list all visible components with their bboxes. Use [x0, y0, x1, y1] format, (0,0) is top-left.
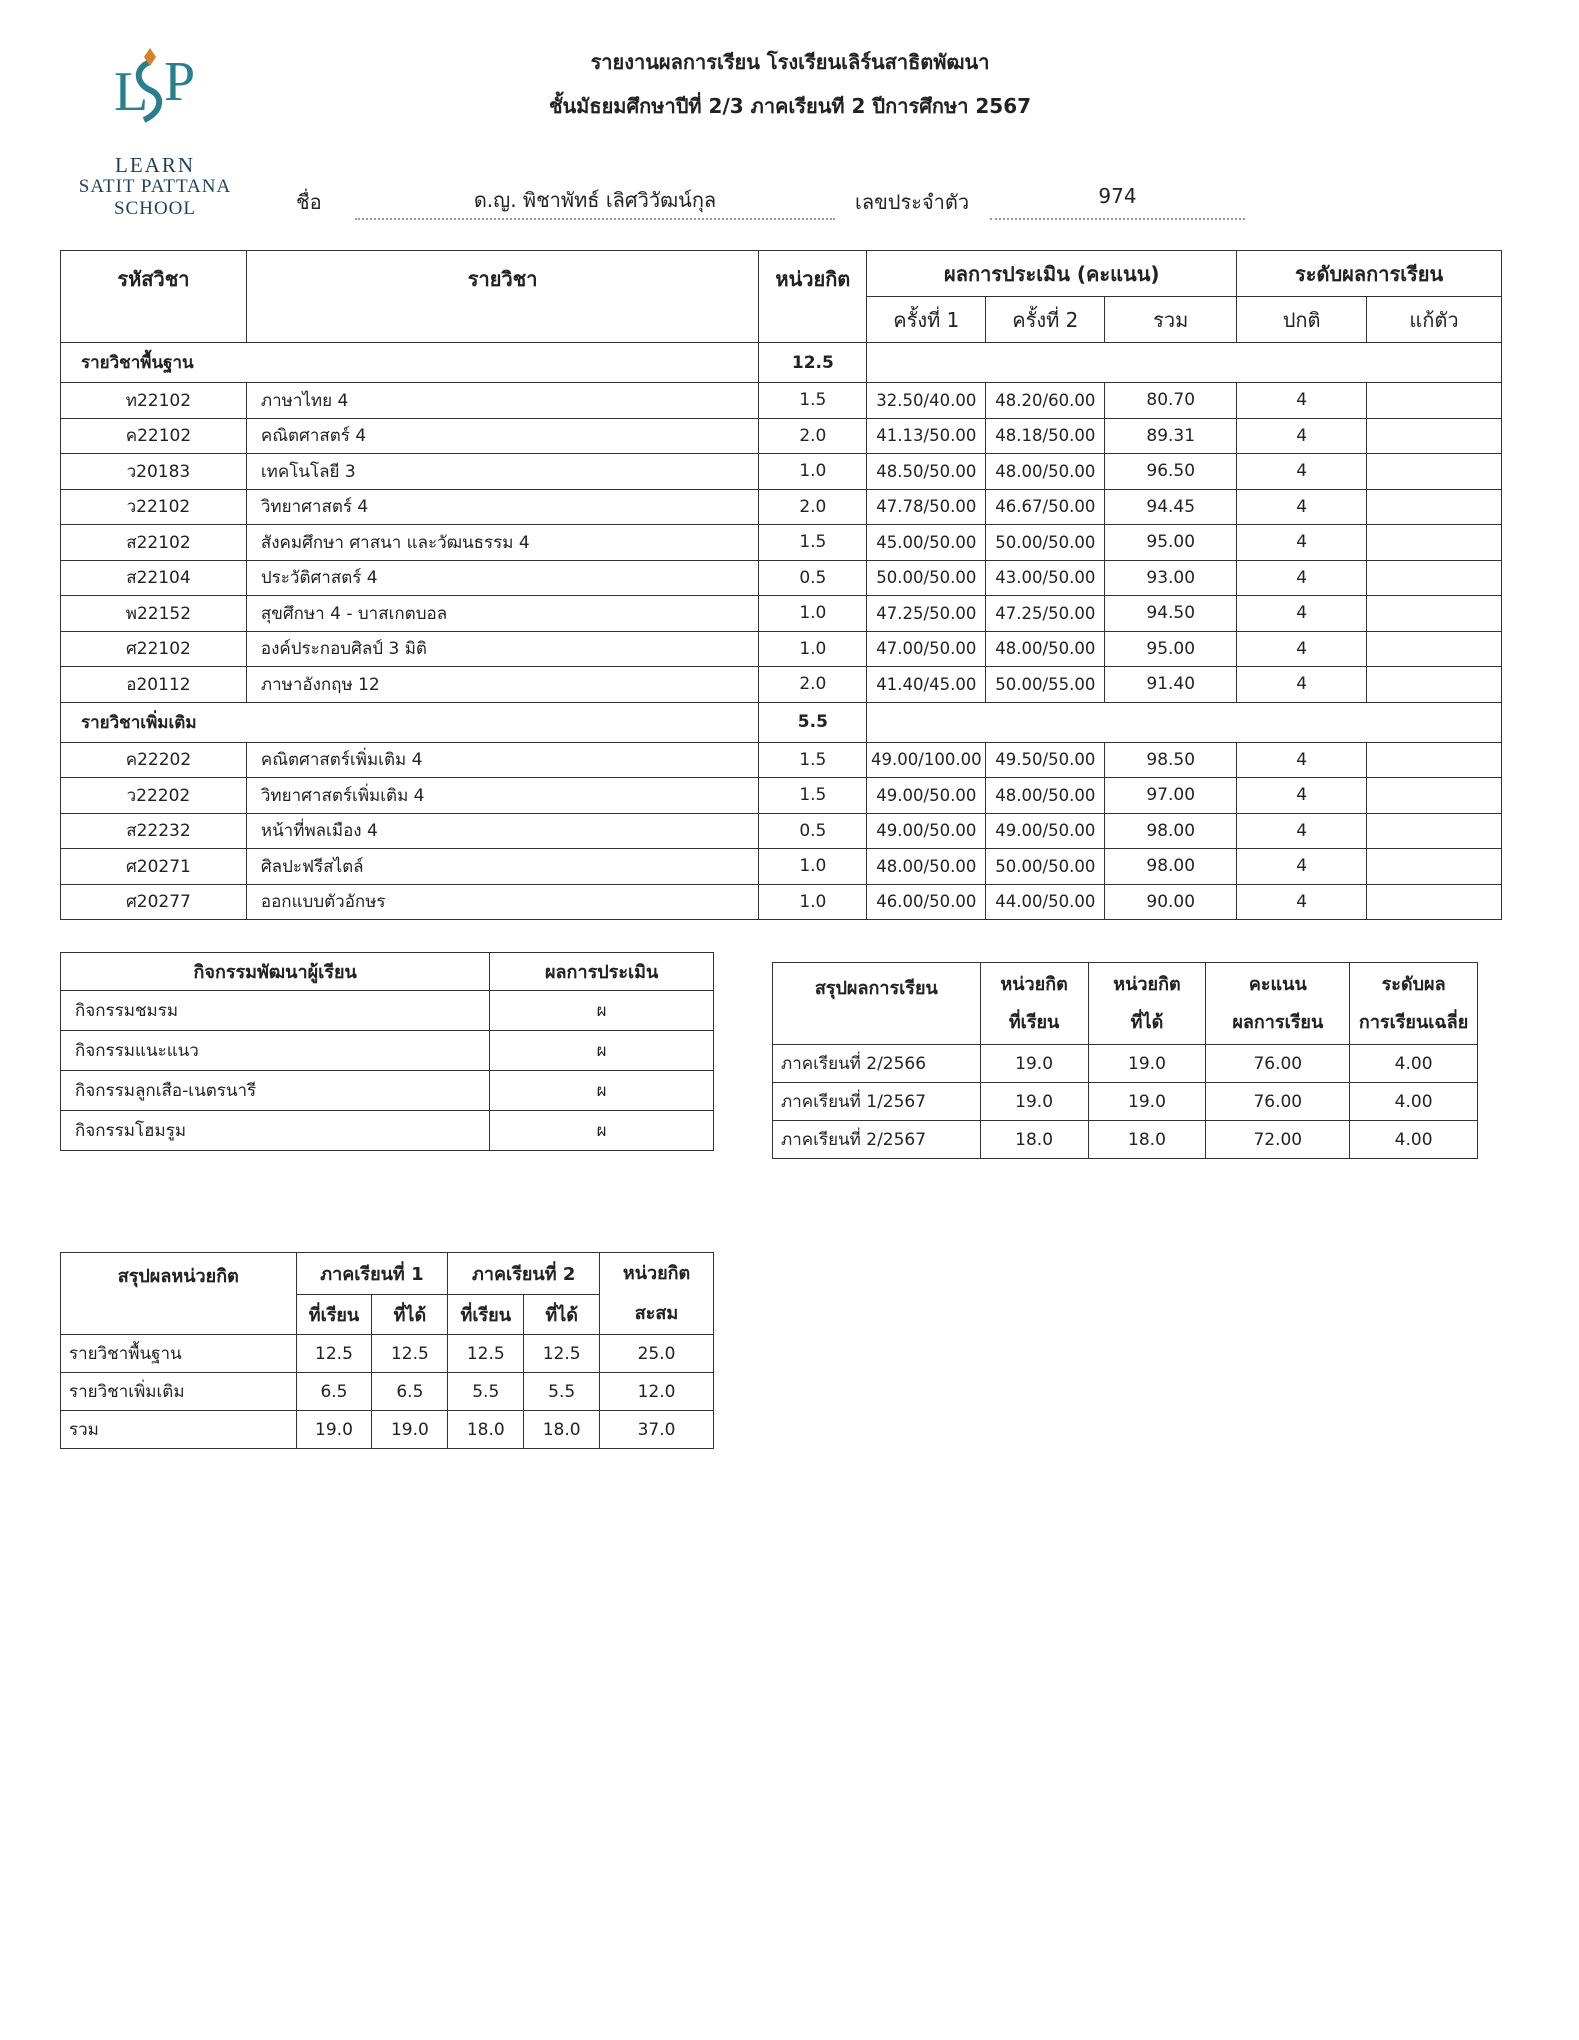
subject-credit: 1.0: [759, 631, 867, 667]
subject-name: ภาษาไทย 4: [246, 383, 759, 419]
term-gpa: 4.00: [1350, 1083, 1478, 1121]
score-total: 93.00: [1105, 560, 1237, 596]
section-credit: 12.5: [759, 343, 867, 383]
list-item: [61, 1031, 714, 1071]
subject-name: สุขศึกษา 4 - บาสเกตบอล: [246, 596, 759, 632]
score-t1: 48.00/50.00: [867, 849, 986, 885]
list-item: [61, 991, 714, 1031]
term2-earned: 18.0: [524, 1411, 600, 1449]
score-t2: 48.18/50.00: [986, 418, 1105, 454]
table-row: [61, 454, 1502, 490]
score-t1: 49.00/100.00: [867, 742, 986, 778]
grade-normal: 4: [1237, 631, 1367, 667]
table-row: [61, 383, 1502, 419]
activities-table: [60, 952, 714, 1151]
subject-code: ส22102: [61, 525, 247, 561]
score-t2: 48.00/50.00: [986, 631, 1105, 667]
logo-line3: SCHOOL: [113, 198, 196, 219]
score-total: 94.50: [1105, 596, 1237, 632]
grade-normal: 4: [1237, 884, 1367, 920]
score-t2: 50.00/50.00: [986, 525, 1105, 561]
summary-gpa-header: [1350, 963, 1478, 1045]
table-row: [61, 489, 1502, 525]
activities-header: กิจกรรมพัฒนาผู้เรียน: [61, 953, 490, 991]
table-row: [61, 418, 1502, 454]
section-credit: 5.5: [759, 702, 867, 742]
grade-retest: [1367, 813, 1502, 849]
subject-code: ส22104: [61, 560, 247, 596]
name-label: ชื่อ: [296, 190, 322, 214]
subject-code: อ20112: [61, 667, 247, 703]
subject-credit: 1.0: [759, 849, 867, 885]
activity-name: กิจกรรมลูกเสือ-เนตรนารี: [61, 1071, 490, 1111]
summary-score-header: [1206, 963, 1350, 1045]
term-score: 76.00: [1206, 1045, 1350, 1083]
subject-code: ส22232: [61, 813, 247, 849]
col-retest-header: แก้ตัว: [1367, 297, 1502, 343]
term1-earned: 19.0: [372, 1411, 448, 1449]
id-label: เลขประจำตัว: [855, 190, 970, 214]
subject-credit: 0.5: [759, 813, 867, 849]
score-t1: 49.00/50.00: [867, 813, 986, 849]
subject-credit: 0.5: [759, 560, 867, 596]
section-row-basic: [61, 343, 1502, 383]
score-total: 96.50: [1105, 454, 1237, 490]
credit-category: รายวิชาเพิ่มเติม: [61, 1373, 297, 1411]
score-t1: 49.00/50.00: [867, 778, 986, 814]
score-t1: 48.50/50.00: [867, 454, 986, 490]
subject-name: ประวัติศาสตร์ 4: [246, 560, 759, 596]
col-total-header: รวม: [1105, 297, 1237, 343]
subject-credit: 1.5: [759, 778, 867, 814]
subject-credit: 1.0: [759, 884, 867, 920]
grade-retest: [1367, 667, 1502, 703]
score-t1: 47.78/50.00: [867, 489, 986, 525]
summary-enrolled-header: [980, 963, 1088, 1045]
table-row: [61, 1335, 714, 1373]
subject-code: พ22152: [61, 596, 247, 632]
subject-name: วิทยาศาสตร์ 4: [246, 489, 759, 525]
score-t2: 48.00/50.00: [986, 778, 1105, 814]
credits-acc-header-l2: สะสม: [634, 1302, 679, 1324]
grade-normal: 4: [1237, 849, 1367, 885]
grade-retest: [1367, 742, 1502, 778]
table-row: [61, 849, 1502, 885]
subject-name: องค์ประกอบศิลป์ 3 มิติ: [246, 631, 759, 667]
report-subtitle: ชั้นมัธยมศึกษาปีที่ 2/3 ภาคเรียนที 2 ปีการศึกษา 2567: [548, 94, 1032, 118]
accumulated: 12.0: [600, 1373, 714, 1411]
score-t1: 41.13/50.00: [867, 418, 986, 454]
grade-retest: [1367, 596, 1502, 632]
subject-credit: 1.0: [759, 454, 867, 490]
score-t1: 47.25/50.00: [867, 596, 986, 632]
subject-name: คณิตศาสตร์ 4: [246, 418, 759, 454]
svg-text:L: L: [114, 61, 149, 123]
section-label: รายวิชาเพิ่มเติม: [61, 702, 759, 742]
score-t1: 50.00/50.00: [867, 560, 986, 596]
logo-line1: LEARN: [115, 153, 195, 177]
term-gpa: 4.00: [1350, 1121, 1478, 1159]
grade-normal: 4: [1237, 383, 1367, 419]
term1-enrolled: 6.5: [296, 1373, 372, 1411]
table-row: [61, 742, 1502, 778]
score-t1: 41.40/45.00: [867, 667, 986, 703]
subject-name: ออกแบบตัวอักษร: [246, 884, 759, 920]
grade-normal: 4: [1237, 596, 1367, 632]
table-row: [61, 560, 1502, 596]
activity-result: ผ: [490, 1031, 714, 1071]
svg-text:P: P: [164, 51, 196, 113]
school-logo: [60, 48, 250, 233]
score-total: 95.00: [1105, 525, 1237, 561]
summary-earned-header: [1088, 963, 1206, 1045]
section-row-extra: [61, 702, 1502, 742]
subject-name: หน้าที่พลเมือง 4: [246, 813, 759, 849]
activity-result: ผ: [490, 1111, 714, 1151]
list-item: [61, 1071, 714, 1111]
summary-score-header-l1: คะแนน: [1248, 973, 1307, 995]
table-row: [773, 1121, 1478, 1159]
summary-earned-header-l1: หน่วยกิต: [1113, 973, 1181, 995]
term-gpa: 4.00: [1350, 1045, 1478, 1083]
grade-retest: [1367, 525, 1502, 561]
summary-gpa-header-l1: ระดับผล: [1381, 973, 1446, 995]
accumulated: 25.0: [600, 1335, 714, 1373]
subject-name: วิทยาศาสตร์เพิ่มเติม 4: [246, 778, 759, 814]
table-row: [61, 813, 1502, 849]
subject-code: ว22202: [61, 778, 247, 814]
score-t2: 48.00/50.00: [986, 454, 1105, 490]
score-t2: 48.20/60.00: [986, 383, 1105, 419]
logo-line2: SATIT PATTANA: [78, 176, 232, 197]
score-total: 97.00: [1105, 778, 1237, 814]
credits-t1-earned-header: ที่ได้: [372, 1295, 448, 1335]
summary-gpa-header-l2: การเรียนเฉลี่ย: [1358, 1011, 1469, 1033]
subject-credit: 1.0: [759, 596, 867, 632]
credits-t2-earned-header: ที่ได้: [524, 1295, 600, 1335]
grade-retest: [1367, 778, 1502, 814]
col-subject-header: รายวิชา: [246, 251, 759, 343]
col-t1-header: ครั้งที่ 1: [867, 297, 986, 343]
credits-term1-header: ภาคเรียนที่ 1: [296, 1253, 448, 1295]
subject-credit: 1.5: [759, 742, 867, 778]
section-blank: [867, 343, 1502, 383]
subject-code: ท22102: [61, 383, 247, 419]
score-total: 80.70: [1105, 383, 1237, 419]
grade-normal: 4: [1237, 813, 1367, 849]
col-normal-header: ปกติ: [1237, 297, 1367, 343]
grade-retest: [1367, 454, 1502, 490]
summary-table: [772, 962, 1478, 1159]
grade-normal: 4: [1237, 525, 1367, 561]
term1-enrolled: 19.0: [296, 1411, 372, 1449]
subject-name: ภาษาอังกฤษ 12: [246, 667, 759, 703]
summary-title-header: สรุปผลการเรียน: [773, 963, 981, 1045]
col-level-header: ระดับผลการเรียน: [1237, 251, 1502, 297]
grade-retest: [1367, 383, 1502, 419]
student-id: 974: [990, 184, 1245, 220]
score-t1: 46.00/50.00: [867, 884, 986, 920]
score-t1: 32.50/40.00: [867, 383, 986, 419]
term1-earned: 12.5: [372, 1335, 448, 1373]
grade-retest: [1367, 884, 1502, 920]
subject-name: ศิลปะฟรีสไตล์: [246, 849, 759, 885]
subject-credit: 1.5: [759, 525, 867, 561]
credits-term2-header: ภาคเรียนที่ 2: [448, 1253, 600, 1295]
score-t2: 50.00/55.00: [986, 667, 1105, 703]
credit-category: รายวิชาพื้นฐาน: [61, 1335, 297, 1373]
subject-name: คณิตศาสตร์เพิ่มเติม 4: [246, 742, 759, 778]
activity-name: กิจกรรมแนะแนว: [61, 1031, 490, 1071]
credits-acc-header: [600, 1253, 714, 1335]
subject-code: ว22102: [61, 489, 247, 525]
term2-enrolled: 12.5: [448, 1335, 524, 1373]
summary-score-header-l2: ผลการเรียน: [1232, 1011, 1324, 1033]
table-row: [773, 1045, 1478, 1083]
credit-category: รวม: [61, 1411, 297, 1449]
score-total: 95.00: [1105, 631, 1237, 667]
score-t1: 47.00/50.00: [867, 631, 986, 667]
grade-normal: 4: [1237, 742, 1367, 778]
subject-code: ค22102: [61, 418, 247, 454]
credits-table: [60, 1252, 714, 1449]
table-row: [61, 525, 1502, 561]
score-t2: 47.25/50.00: [986, 596, 1105, 632]
score-total: 91.40: [1105, 667, 1237, 703]
score-total: 98.50: [1105, 742, 1237, 778]
score-t2: 43.00/50.00: [986, 560, 1105, 596]
score-total: 98.00: [1105, 813, 1237, 849]
subject-code: ค22202: [61, 742, 247, 778]
col-credit-header: หน่วยกิต: [759, 251, 867, 343]
section-blank: [867, 702, 1502, 742]
col-code-header: รหัสวิชา: [61, 251, 247, 343]
subject-code: ศ20271: [61, 849, 247, 885]
score-t2: 46.67/50.00: [986, 489, 1105, 525]
term2-earned: 5.5: [524, 1373, 600, 1411]
subject-credit: 2.0: [759, 489, 867, 525]
term2-earned: 12.5: [524, 1335, 600, 1373]
subject-code: ว20183: [61, 454, 247, 490]
activity-name: กิจกรรมโฮมรูม: [61, 1111, 490, 1151]
table-row: [61, 596, 1502, 632]
term1-earned: 6.5: [372, 1373, 448, 1411]
credits-enrolled: 18.0: [980, 1121, 1088, 1159]
subject-credit: 1.5: [759, 383, 867, 419]
grade-normal: 4: [1237, 489, 1367, 525]
score-t2: 44.00/50.00: [986, 884, 1105, 920]
credits-t1-enrolled-header: ที่เรียน: [296, 1295, 372, 1335]
grade-retest: [1367, 560, 1502, 596]
activity-result: ผ: [490, 991, 714, 1031]
col-eval-header: ผลการประเมิน (คะแนน): [867, 251, 1237, 297]
grade-retest: [1367, 489, 1502, 525]
accumulated: 37.0: [600, 1411, 714, 1449]
grade-normal: 4: [1237, 560, 1367, 596]
score-total: 98.00: [1105, 849, 1237, 885]
score-t2: 50.00/50.00: [986, 849, 1105, 885]
subject-name: เทคโนโลยี 3: [246, 454, 759, 490]
activity-result: ผ: [490, 1071, 714, 1111]
subject-code: ศ20277: [61, 884, 247, 920]
grade-normal: 4: [1237, 454, 1367, 490]
credits-earned: 19.0: [1088, 1083, 1206, 1121]
subject-credit: 2.0: [759, 418, 867, 454]
section-label: รายวิชาพื้นฐาน: [61, 343, 759, 383]
grade-normal: 4: [1237, 418, 1367, 454]
lsp-logo-mark: [110, 48, 200, 128]
score-t1: 45.00/50.00: [867, 525, 986, 561]
credits-earned: 18.0: [1088, 1121, 1206, 1159]
term1-enrolled: 12.5: [296, 1335, 372, 1373]
table-row: [773, 1083, 1478, 1121]
grade-retest: [1367, 849, 1502, 885]
credits-t2-enrolled-header: ที่เรียน: [448, 1295, 524, 1335]
credits-earned: 19.0: [1088, 1045, 1206, 1083]
table-row: [61, 1373, 714, 1411]
student-name: ด.ญ. พิชาพัทธ์ เลิศวิวัฒน์กุล: [355, 184, 835, 220]
credits-enrolled: 19.0: [980, 1045, 1088, 1083]
credits-acc-header-l1: หน่วยกิต: [622, 1262, 691, 1284]
table-row: [61, 778, 1502, 814]
credits-title-header: สรุปผลหน่วยกิต: [61, 1253, 297, 1335]
subject-name: สังคมศึกษา ศาสนา และวัฒนธรรม 4: [246, 525, 759, 561]
summary-enrolled-header-l2: ที่เรียน: [1008, 1011, 1060, 1033]
term2-enrolled: 18.0: [448, 1411, 524, 1449]
table-row: [61, 884, 1502, 920]
score-total: 89.31: [1105, 418, 1237, 454]
table-row: [61, 631, 1502, 667]
activities-result-header: ผลการประเมิน: [490, 953, 714, 991]
credits-enrolled: 19.0: [980, 1083, 1088, 1121]
term-score: 72.00: [1206, 1121, 1350, 1159]
score-t2: 49.00/50.00: [986, 813, 1105, 849]
col-t2-header: ครั้งที่ 2: [986, 297, 1105, 343]
score-total: 90.00: [1105, 884, 1237, 920]
grade-normal: 4: [1237, 667, 1367, 703]
subject-code: ศ22102: [61, 631, 247, 667]
subject-credit: 2.0: [759, 667, 867, 703]
term-label: ภาคเรียนที่ 1/2567: [773, 1083, 981, 1121]
activity-name: กิจกรรมชมรม: [61, 991, 490, 1031]
grades-table: [60, 250, 1502, 920]
term-label: ภาคเรียนที่ 2/2566: [773, 1045, 981, 1083]
grade-retest: [1367, 418, 1502, 454]
term2-enrolled: 5.5: [448, 1373, 524, 1411]
grade-retest: [1367, 631, 1502, 667]
summary-earned-header-l2: ที่ได้: [1130, 1011, 1164, 1033]
table-row: [61, 1411, 714, 1449]
score-total: 94.45: [1105, 489, 1237, 525]
summary-enrolled-header-l1: หน่วยกิต: [1000, 973, 1068, 995]
list-item: [61, 1111, 714, 1151]
score-t2: 49.50/50.00: [986, 742, 1105, 778]
grade-normal: 4: [1237, 778, 1367, 814]
table-row: [61, 667, 1502, 703]
term-label: ภาคเรียนที่ 2/2567: [773, 1121, 981, 1159]
report-title: รายงานผลการเรียน โรงเรียนเลิร์นสาธิตพัฒนา: [590, 50, 990, 74]
term-score: 76.00: [1206, 1083, 1350, 1121]
